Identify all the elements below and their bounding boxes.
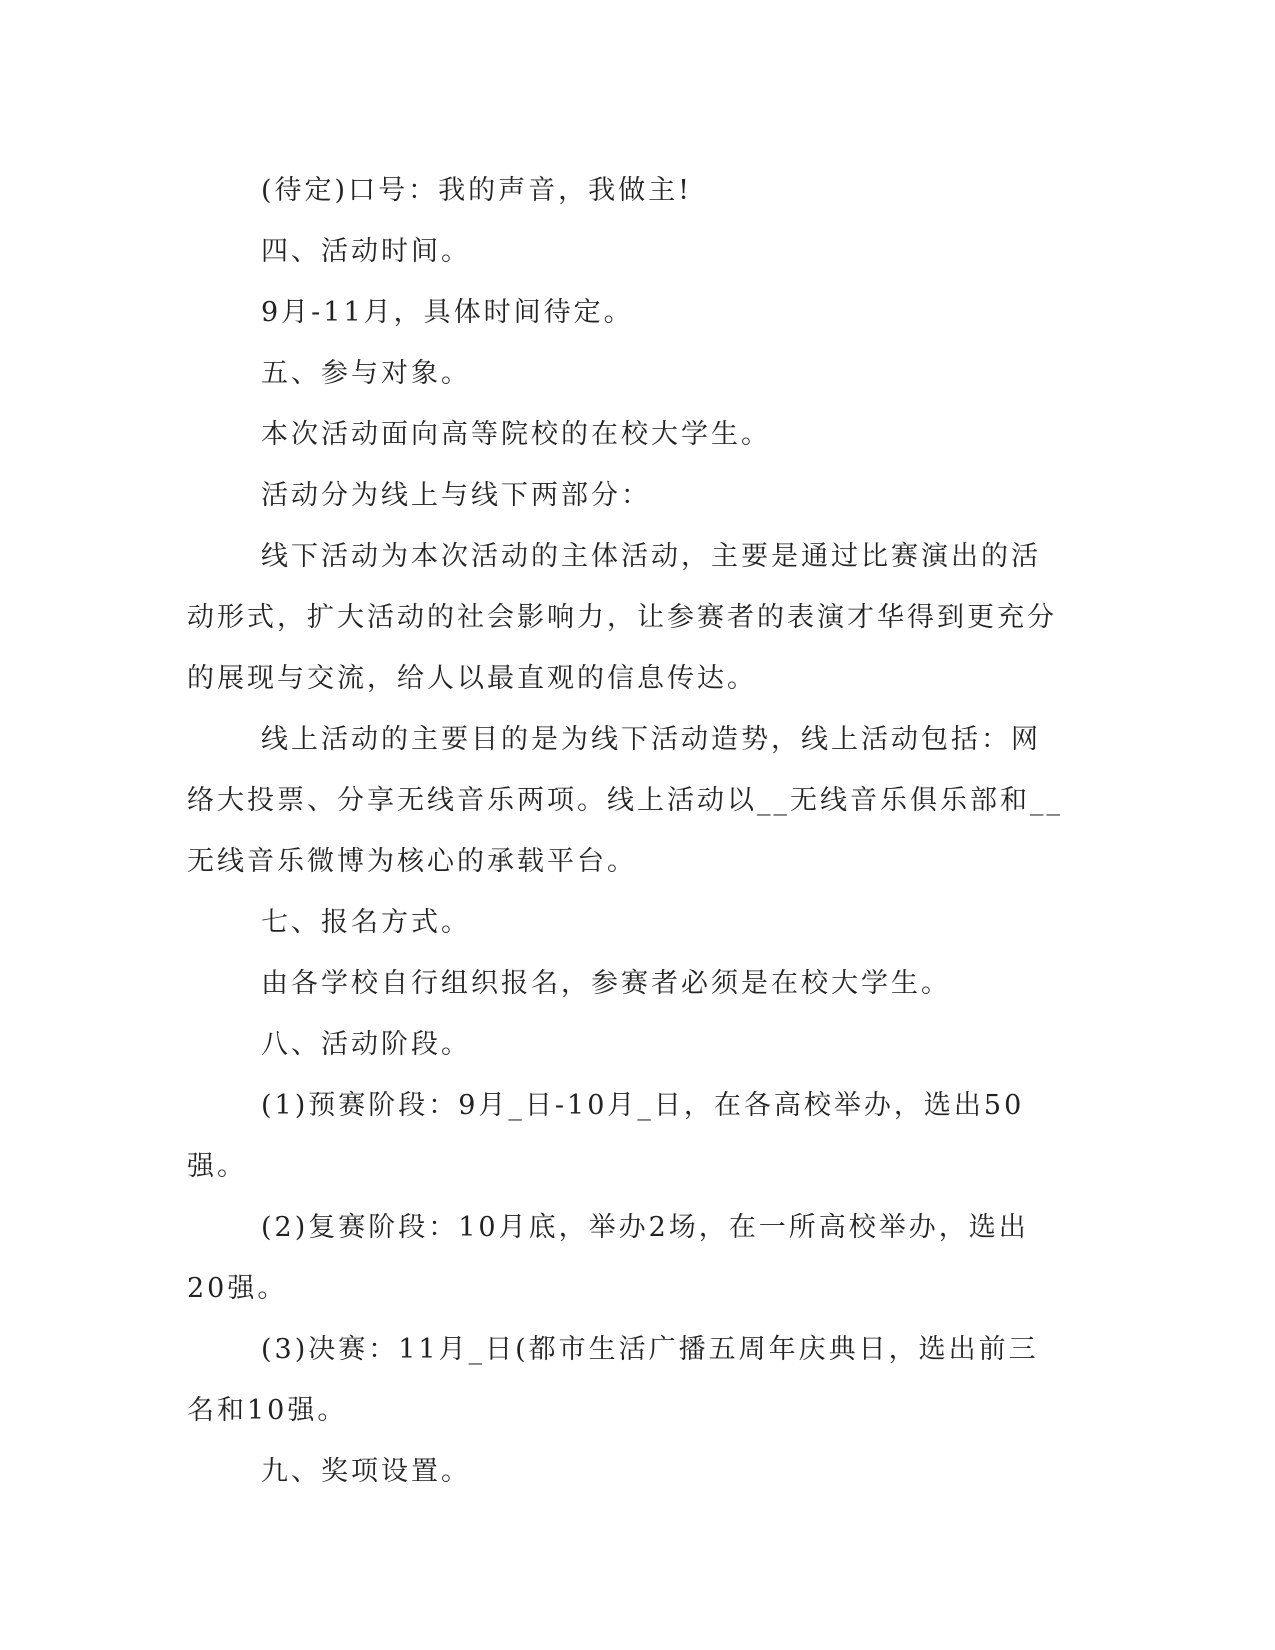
participants-paragraph: 本次活动面向高等院校的在校大学生。: [261, 419, 771, 450]
time-paragraph: 9月-11月，具体时间待定。: [261, 297, 634, 328]
stage-semifinal: (2)复赛阶段：10月底，举办2场，在一所高校举办，选出20强。: [187, 1212, 1029, 1304]
document-body: [187, 160, 1067, 1502]
online-activity-paragraph: 线上活动的主要目的是为线下活动造势，线上活动包括：网络大投票、分享无线音乐两项。线上活动以__无线音乐俱乐部和__无线音乐微博为核心的承载平台。: [187, 724, 1063, 877]
offline-activity-paragraph: 线下活动为本次活动的主体活动，主要是通过比赛演出的活动形式，扩大活动的社会影响力，让参赛者的表演才华得到更充分的展现与交流，给人以最直观的信息传达。: [187, 541, 1057, 694]
section-heading-participants: 五、参与对象。: [261, 358, 471, 389]
stage-preliminary: (1)预赛阶段：9月_日-10月_日，在各高校举办，选出50强。: [187, 1090, 1025, 1182]
section-heading-awards: 九、奖项设置。: [261, 1456, 471, 1487]
activity-parts-paragraph: 活动分为线上与线下两部分：: [261, 480, 651, 511]
registration-paragraph: 由各学校自行组织报名，参赛者必须是在校大学生。: [261, 968, 951, 999]
section-heading-registration: 七、报名方式。: [261, 907, 471, 938]
section-heading-time: 四、活动时间。: [261, 236, 471, 267]
stage-final: (3)决赛：11月_日(都市生活广播五周年庆典日，选出前三名和10强。: [187, 1334, 1039, 1426]
section-heading-stages: 八、活动阶段。: [261, 1029, 471, 1060]
slogan-paragraph: (待定)口号：我的声音，我做主!: [261, 175, 692, 206]
